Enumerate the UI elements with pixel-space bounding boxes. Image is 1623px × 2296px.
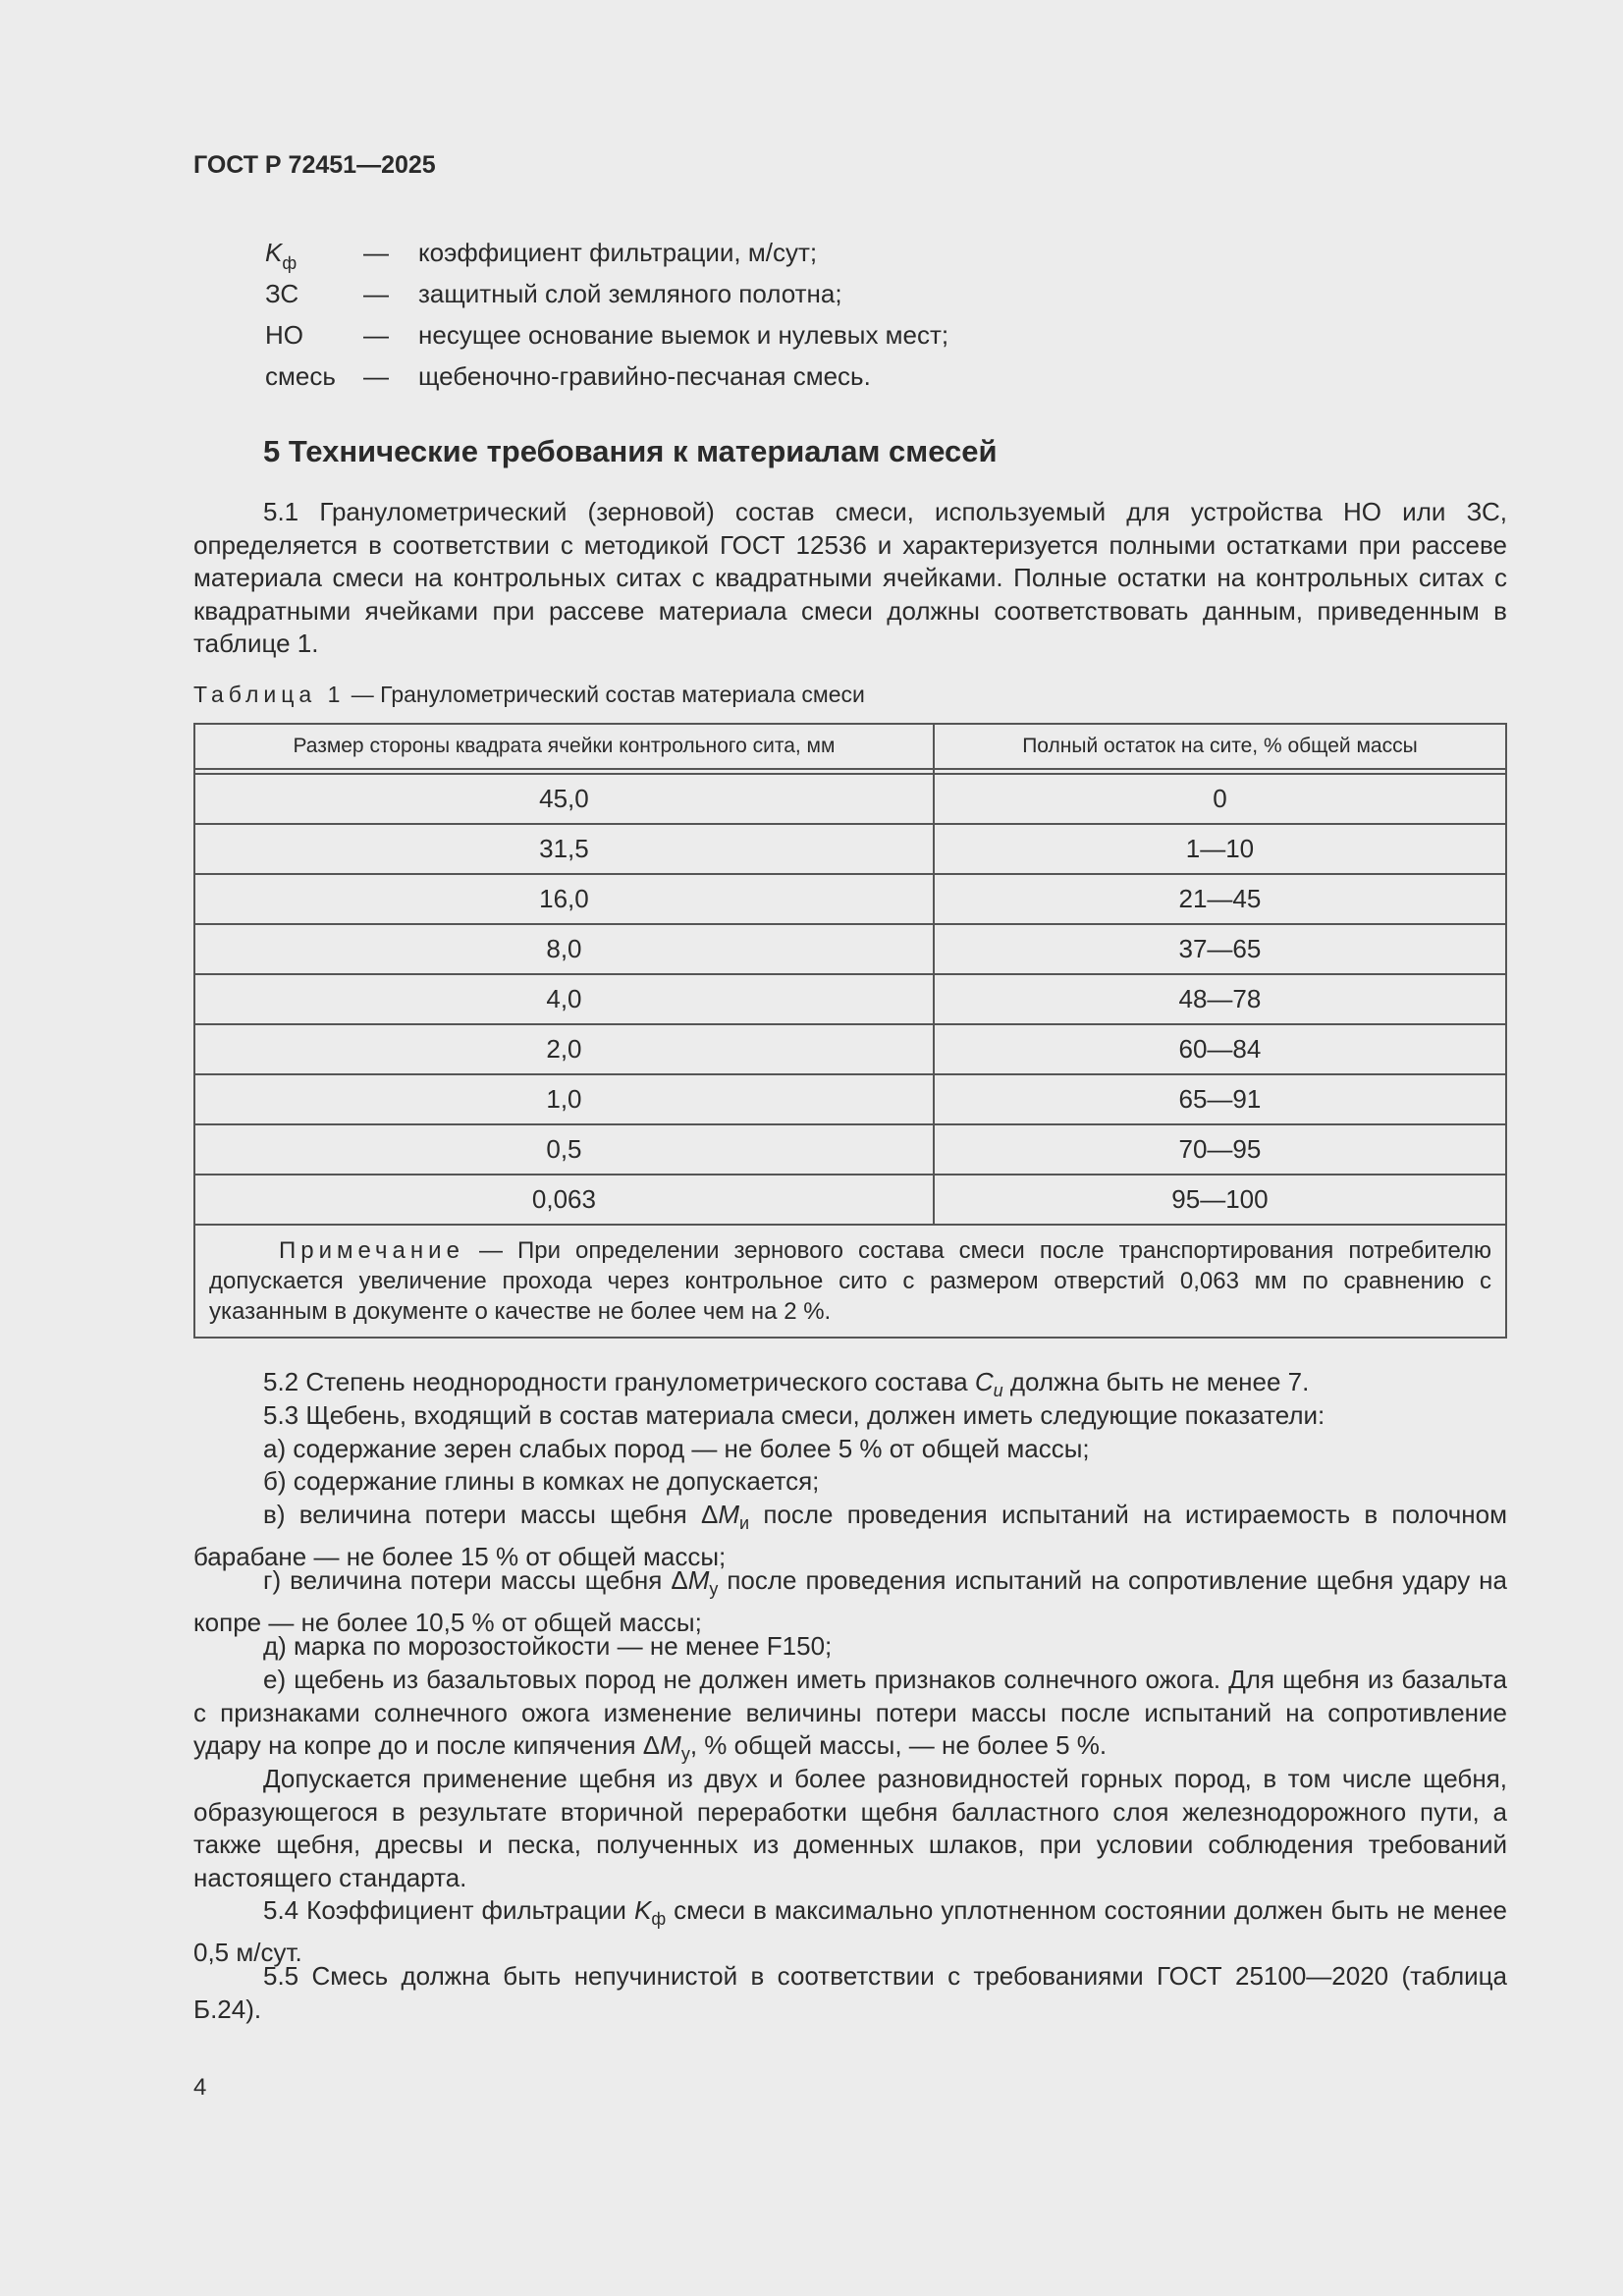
list-item-e: е) щебень из базальтовых пород не должен иметь признаков солнечного ожога. Для щебня из базальта с признаками солнечного ожога изменение величины потери массы после испытаний на сопротивление удару на копре до и после кипячения $\Delta M_у$, % общей массы, — не более 5 %. [193,1665,1507,1765]
abbreviation-term: смесь [265,361,336,391]
abbreviation-term: НО [265,320,303,350]
table-row [194,774,1506,824]
column-header-residue: Полный остаток на сите, % общей массы [934,724,1506,769]
cell-residue: 65—91 [934,1074,1506,1124]
abbreviation-dash: — [363,238,389,267]
cell-residue: 60—84 [934,1024,1506,1074]
table-row [194,1024,1506,1074]
paragraph-allowance: Допускается применение щебня из двух и более разновидностей горных пород, в том числе щебня, образующегося в результате вторичной переработки щебня балластного слоя железнодорожного пути, а также щебня, дресвы и песка, полученных из доменных шлаков, при условии соблюдения требований настоящего стандарта. [193,1764,1507,1892]
cell-size: 31,5 [194,824,934,874]
table-row [194,1074,1506,1124]
table-caption: Таблица 1 — Гранулометрический состав материала смеси [193,682,865,707]
abbreviation-term: ЗС [265,279,299,308]
cell-residue: 95—100 [934,1175,1506,1225]
cell-residue: 48—78 [934,974,1506,1024]
page-number: 4 [193,2074,207,2101]
abbreviation-row [265,314,948,355]
abbreviation-definition: щебеночно-гравийно-песчаная смесь. [418,361,871,391]
abbreviation-definition: коэффициент фильтрации, м/сут; [418,238,818,267]
list-item-d: д) марка по морозостойкости — не менее F150; [263,1631,833,1661]
cell-residue: 37—65 [934,924,1506,974]
table-note: Примечание — При определении зернового состава смеси после транспортирования потребителю допускается увеличение прохода через контрольное сито с размером отверстий 0,063 мм по сравнению с указанным в документе о качестве не более чем на 2 %. [194,1225,1506,1338]
abbreviation-row [265,355,948,397]
table-note-row [194,1225,1506,1338]
abbreviation-dash: — [363,279,389,308]
paragraph-5-4: 5.4 Коэффициент фильтрации $K_ф$ смеси в максимально уплотненном состоянии должен быть не менее 0,5 м/сут. [193,1895,1507,1967]
paragraph-5-1: 5.1 Гранулометрический (зерновой) состав смеси, используемый для устройства НО или ЗС, определяется в соответствии с методикой ГОСТ 12536 и характеризуется полными остатками при рассеве материала смеси на контрольных ситах с квадратными ячейками. Полные остатки на контрольных ситах с квадратными ячейками при рассеве материала смеси должны соответствовать данным, приведенным в таблице 1. [193,497,1507,659]
table-row [194,1175,1506,1225]
cell-size: 16,0 [194,874,934,924]
table-row [194,924,1506,974]
cell-size: 2,0 [194,1024,934,1074]
document-header: ГОСТ Р 72451—2025 [193,151,436,179]
cell-residue: 1—10 [934,824,1506,874]
table-row [194,874,1506,924]
abbreviation-term: $K_ф$ [265,238,298,273]
table-row [194,1124,1506,1175]
cell-size: 8,0 [194,924,934,974]
cell-size: 45,0 [194,774,934,824]
cell-residue: 70—95 [934,1124,1506,1175]
paragraph-5-5: 5.5 Смесь должна быть непучинистой в соответствии с требованиями ГОСТ 25100—2020 (таблица Б.24). [193,1961,1507,2024]
list-item-a: а) содержание зерен слабых пород — не более 5 % от общей массы; [263,1434,1090,1463]
column-header-size: Размер стороны квадрата ячейки контрольного сита, мм [194,724,934,769]
granulometric-table [193,723,1507,1339]
table-row [194,974,1506,1024]
paragraph-5-2: 5.2 Степень неоднородности гранулометрического состава $C_u$ должна быть не менее 7. [263,1367,1310,1401]
paragraph-5-3: 5.3 Щебень, входящий в состав материала смеси, должен иметь следующие показатели: [263,1400,1325,1430]
table-row [194,824,1506,874]
abbreviation-row [265,273,948,314]
cell-size: 1,0 [194,1074,934,1124]
list-item-b: б) содержание глины в комках не допускается; [263,1466,820,1496]
abbreviation-dash: — [363,320,389,350]
abbreviation-definition: защитный слой земляного полотна; [418,279,842,308]
abbreviations-list [265,232,948,397]
section-title: 5 Технические требования к материалам смесей [263,434,998,468]
cell-size: 0,063 [194,1175,934,1225]
table-header-row [194,724,1506,769]
list-item-g: г) величина потери массы щебня $\Delta M_у$ после проведения испытаний на сопротивление щебня удару на копре — не более 10,5 % от общей массы; [193,1565,1507,1637]
abbreviation-dash: — [363,361,389,391]
cell-residue: 0 [934,774,1506,824]
abbreviation-definition: несущее основание выемок и нулевых мест; [418,320,949,350]
abbreviation-row [265,232,948,273]
cell-size: 0,5 [194,1124,934,1175]
list-item-v: в) величина потери массы щебня $\Delta M_и$ после проведения испытаний на истираемость в полочном барабане — не более 15 % от общей массы; [193,1500,1507,1571]
cell-residue: 21—45 [934,874,1506,924]
cell-size: 4,0 [194,974,934,1024]
